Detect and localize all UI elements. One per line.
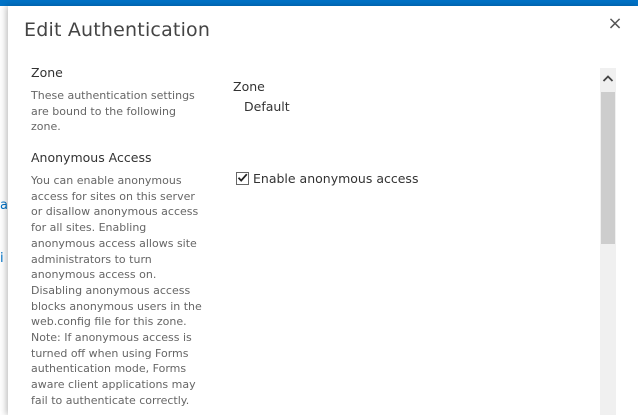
zone-section-info [31,65,209,135]
chevron-up-icon [600,68,616,90]
scroll-up-button[interactable] [600,68,616,90]
dialog-title: Edit Authentication [24,19,211,41]
enable-anonymous-access-label: Enable anonymous access [253,171,419,186]
background-link-fragment[interactable]: a [0,198,8,213]
zone-field-label: Zone [233,79,265,94]
close-button[interactable] [606,15,624,33]
anonymous-access-section [8,150,598,410]
zone-section [8,65,598,135]
zone-field [233,79,290,114]
anonymous-access-info [31,150,209,409]
anonymous-access-field [236,171,418,186]
dialog-content [8,62,638,415]
zone-field-value: Default [244,99,290,114]
close-icon[interactable]: × [607,13,623,34]
anonymous-access-description: You can enable anonymous access for sites on this server or disallow anonymous access for all sites. Enabling anonymous access allows site administrators to turn anonymous access on. Disabling anonymous access blocks anonymous users in the web.config file for this zone. Note: If anonymous access is turned off when using Forms authentication mode, Forms aware client applications may fail to authenticate correctly. [31,174,202,407]
zone-description: These authentication settings are bound to the following zone. [31,89,195,134]
scrollbar-thumb[interactable] [601,92,615,244]
enable-anonymous-access-checkbox[interactable] [236,172,249,185]
vertical-scrollbar[interactable] [600,68,616,415]
background-link-fragment[interactable]: i [0,251,4,266]
checkmark-icon [236,171,249,184]
enable-anonymous-access-option[interactable] [236,171,418,186]
edit-authentication-dialog [8,6,638,415]
zone-heading: Zone [31,65,63,80]
anonymous-access-heading: Anonymous Access [31,150,152,165]
